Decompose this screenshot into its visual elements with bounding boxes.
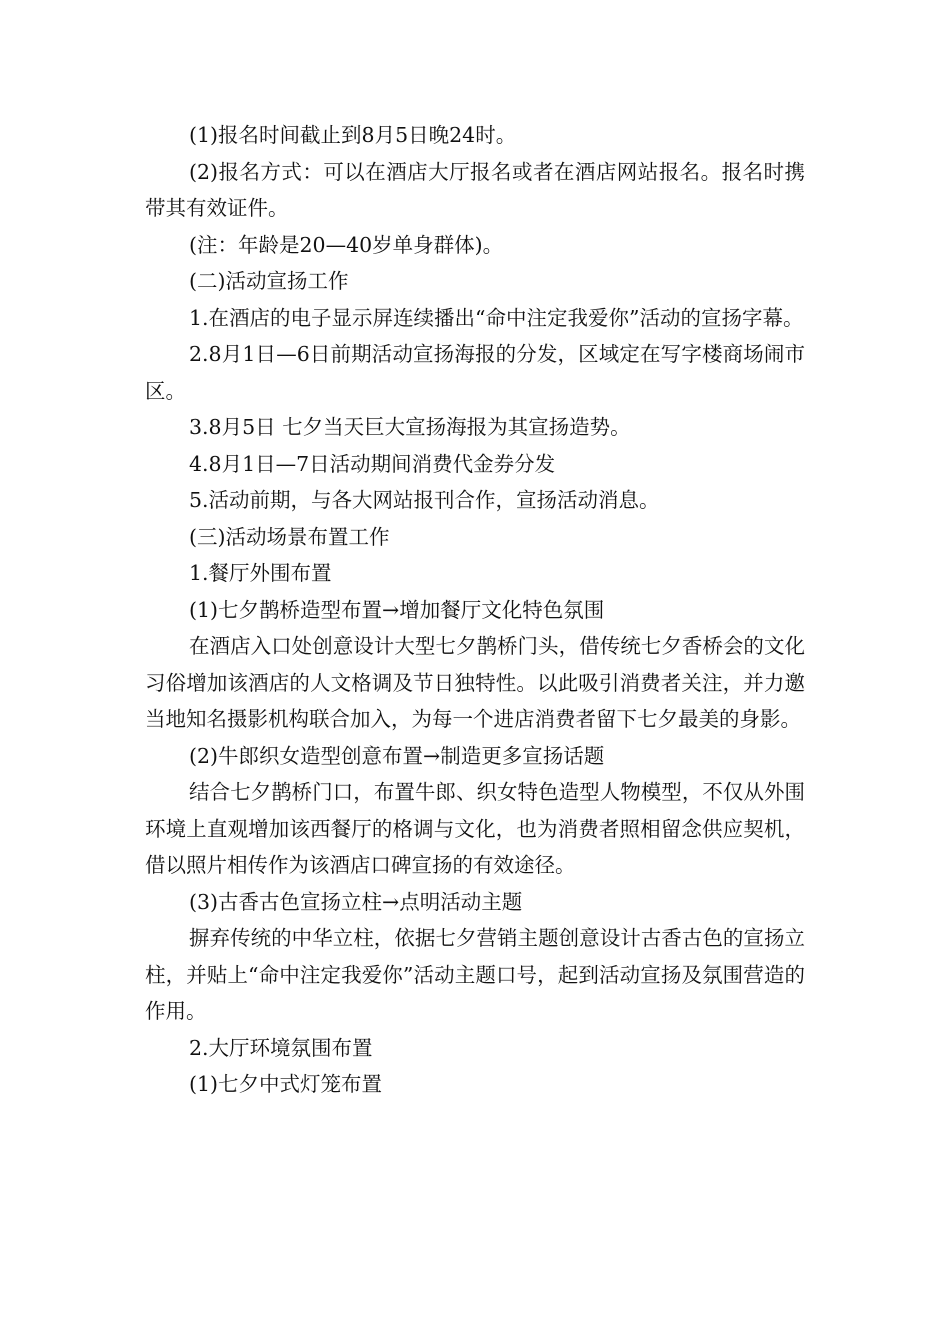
paragraph-1: (1)报名时间截止到8月5日晚24时。 bbox=[189, 123, 517, 147]
item-heading-pillars: (3)古香古色宣扬立柱→点明活动主题 bbox=[189, 889, 523, 914]
paragraph-bridge: 在酒店入口处创意设计大型七夕鹊桥门头，借传统七夕香桥会的文化习俗增加该酒店的人文格调及节日独特性。以此吸引消费者关注，并力邀当地知名摄影机构联合加入，为每一个进店消费者留下七夕最美的身影。 bbox=[145, 634, 805, 731]
paragraph-pillars: 摒弃传统的中华立柱，依据七夕营销主题创意设计古香古色的宣扬立柱，并贴上“命中注定我爱你”活动主题口号，起到活动宣扬及氛围营造的作用。 bbox=[145, 926, 805, 1023]
section-heading-3: (三)活动场景布置工作 bbox=[189, 524, 390, 549]
paragraph-7: 3.8月5日 七夕当天巨大宣扬海报为其宣扬造势。 bbox=[189, 415, 631, 439]
section-heading-2: (二)活动宣扬工作 bbox=[189, 269, 349, 293]
item-heading-bridge: (1)七夕鹊桥造型布置→增加餐厅文化特色氛围 bbox=[189, 597, 605, 622]
paragraph-3: (注：年龄是20—40岁单身群体)。 bbox=[189, 232, 504, 257]
item-heading-lanterns: (1)七夕中式灯笼布置 bbox=[189, 1072, 383, 1096]
paragraph-6: 2.8月1日—6日前期活动宣扬海报的分发，区域定在写字楼商场闹市区。 bbox=[145, 342, 805, 403]
paragraph-2: (2)报名方式：可以在酒店大厅报名或者在酒店网站报名。报名时携带其有效证件。 bbox=[145, 159, 805, 220]
subheading-lobby: 2.大厅环境氛围布置 bbox=[189, 1035, 373, 1060]
item-heading-figures: (2)牛郎织女造型创意布置→制造更多宣扬话题 bbox=[189, 743, 605, 768]
subheading-exterior: 1.餐厅外围布置 bbox=[189, 561, 332, 585]
paragraph-8: 4.8月1日—7日活动期间消费代金券分发 bbox=[189, 451, 556, 476]
paragraph-9: 5.活动前期，与各大网站报刊合作，宣扬活动消息。 bbox=[189, 488, 660, 512]
document-body bbox=[145, 117, 805, 1103]
paragraph-5: 1.在酒店的电子显示屏连续播出“命中注定我爱你”活动的宣扬字幕。 bbox=[189, 305, 804, 330]
paragraph-figures: 结合七夕鹊桥门口，布置牛郎、织女特色造型人物模型，不仅从外围环境上直观增加该西餐厅的格调与文化，也为消费者照相留念供应契机，借以照片相传作为该酒店口碑宣扬的有效途径。 bbox=[145, 780, 805, 877]
